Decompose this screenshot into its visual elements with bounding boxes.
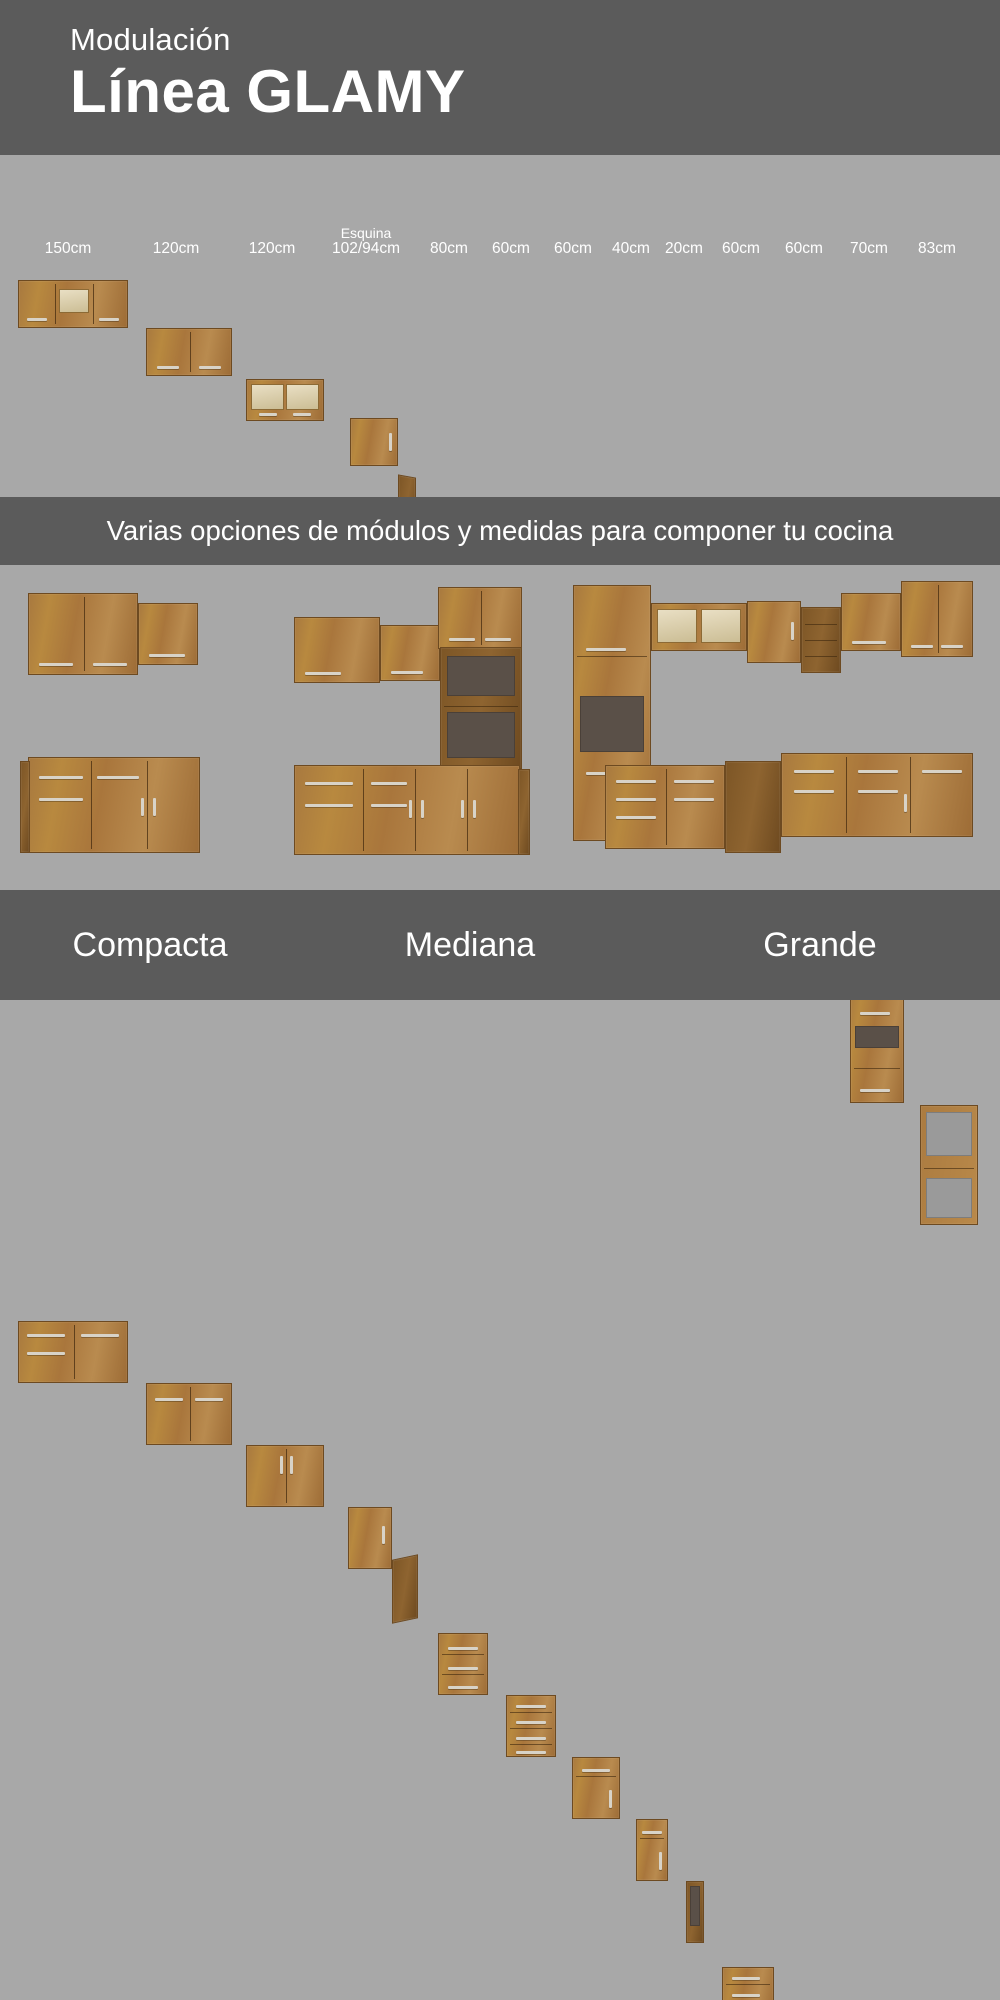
module-label bbox=[542, 241, 604, 257]
grande-open-shelves bbox=[801, 607, 841, 673]
module-label bbox=[836, 241, 902, 257]
module-label-note: Esquina bbox=[340, 225, 392, 242]
page-title: Línea GLAMY bbox=[70, 58, 466, 125]
module-label-size: 60cm bbox=[554, 239, 592, 257]
module-lower-corner-side bbox=[392, 1554, 418, 1624]
module-lower-150 bbox=[18, 1321, 128, 1383]
open-niche bbox=[580, 696, 644, 752]
module-upper-corner bbox=[350, 418, 398, 466]
open-niche bbox=[926, 1112, 972, 1156]
mediana-tall-column bbox=[440, 647, 522, 769]
module-label bbox=[14, 241, 122, 257]
module-label-size: 102/94cm bbox=[331, 239, 401, 257]
module-label bbox=[710, 241, 772, 257]
banner-text: Varias opciones de módulos y medidas para componer tu cocina bbox=[106, 515, 894, 546]
module-label-size: 60cm bbox=[785, 239, 823, 257]
mediana-lower bbox=[294, 765, 520, 855]
module-label-size: 60cm bbox=[722, 239, 760, 257]
module-lower-corner bbox=[348, 1507, 392, 1569]
composition-mediana bbox=[290, 565, 590, 865]
open-niche bbox=[447, 712, 515, 758]
module-lower-120-b bbox=[246, 1445, 324, 1507]
compacta-upper-left bbox=[28, 593, 138, 675]
header-kicker: Modulación bbox=[70, 22, 231, 57]
module-label-size: 70cm bbox=[850, 239, 888, 257]
glass-panel bbox=[251, 384, 284, 410]
module-label bbox=[658, 241, 710, 257]
subtitle-banner bbox=[0, 497, 1000, 565]
grande-lower-right bbox=[781, 753, 973, 837]
module-label bbox=[314, 226, 418, 257]
module-lower-80 bbox=[438, 1633, 488, 1695]
grande-upper-far-right bbox=[901, 581, 973, 657]
compacta-lower bbox=[28, 757, 200, 853]
module-label bbox=[418, 241, 480, 257]
mediana-lower-side bbox=[518, 769, 530, 855]
mediana-upper-left bbox=[294, 617, 380, 683]
module-label bbox=[604, 241, 658, 257]
module-label-size: 120cm bbox=[248, 239, 296, 257]
module-lower-20-rack bbox=[686, 1881, 704, 1943]
module-label bbox=[122, 241, 230, 257]
module-label-row bbox=[0, 225, 1000, 257]
module-catalog bbox=[0, 155, 1000, 495]
module-lower-60-drawers bbox=[506, 1695, 556, 1757]
composition-grande bbox=[565, 565, 985, 865]
module-label bbox=[902, 241, 972, 257]
grande-upper-corner bbox=[747, 601, 801, 663]
module-label bbox=[772, 241, 836, 257]
module-label bbox=[230, 241, 314, 257]
grande-lower-corner bbox=[725, 761, 781, 853]
grande-lower-left bbox=[605, 765, 725, 849]
glass-panel bbox=[657, 609, 697, 643]
footer-labels bbox=[0, 890, 1000, 1000]
module-lower-60 bbox=[572, 1757, 620, 1819]
glass-panel bbox=[286, 384, 319, 410]
open-niche bbox=[447, 656, 515, 696]
compacta-upper-right bbox=[138, 603, 198, 665]
module-label-size: 83cm bbox=[918, 239, 956, 257]
footer-label-compacta: Compacta bbox=[72, 925, 228, 964]
module-lower-120 bbox=[146, 1383, 232, 1445]
header bbox=[0, 0, 1000, 155]
compacta-lower-side bbox=[20, 761, 30, 853]
mediana-upper-mid bbox=[380, 625, 440, 681]
compositions-row bbox=[0, 565, 1000, 890]
module-label-size: 20cm bbox=[665, 239, 703, 257]
glass-panel bbox=[701, 609, 741, 643]
glass-panel bbox=[59, 289, 89, 313]
grande-upper-right bbox=[841, 593, 901, 651]
open-niche bbox=[690, 1886, 700, 1926]
module-upper-150 bbox=[18, 280, 128, 328]
grande-upper-glass bbox=[651, 603, 747, 651]
module-tall-83 bbox=[920, 1105, 978, 1225]
footer-label-grande: Grande bbox=[763, 925, 877, 964]
module-tall-60-a-base bbox=[722, 1967, 774, 2000]
composition-compacta bbox=[20, 565, 280, 865]
module-label-size: 40cm bbox=[612, 239, 650, 257]
footer-label-mediana: Mediana bbox=[404, 925, 536, 964]
module-label bbox=[480, 241, 542, 257]
mediana-upper-right bbox=[438, 587, 522, 649]
module-label-size: 150cm bbox=[44, 239, 92, 257]
module-upper-120-glass bbox=[246, 379, 324, 421]
module-lower-40 bbox=[636, 1819, 668, 1881]
open-niche bbox=[926, 1178, 972, 1218]
module-label-size: 80cm bbox=[430, 239, 468, 257]
module-upper-120 bbox=[146, 328, 232, 376]
open-niche bbox=[855, 1026, 899, 1048]
module-label-size: 120cm bbox=[152, 239, 200, 257]
module-label-size: 60cm bbox=[492, 239, 530, 257]
